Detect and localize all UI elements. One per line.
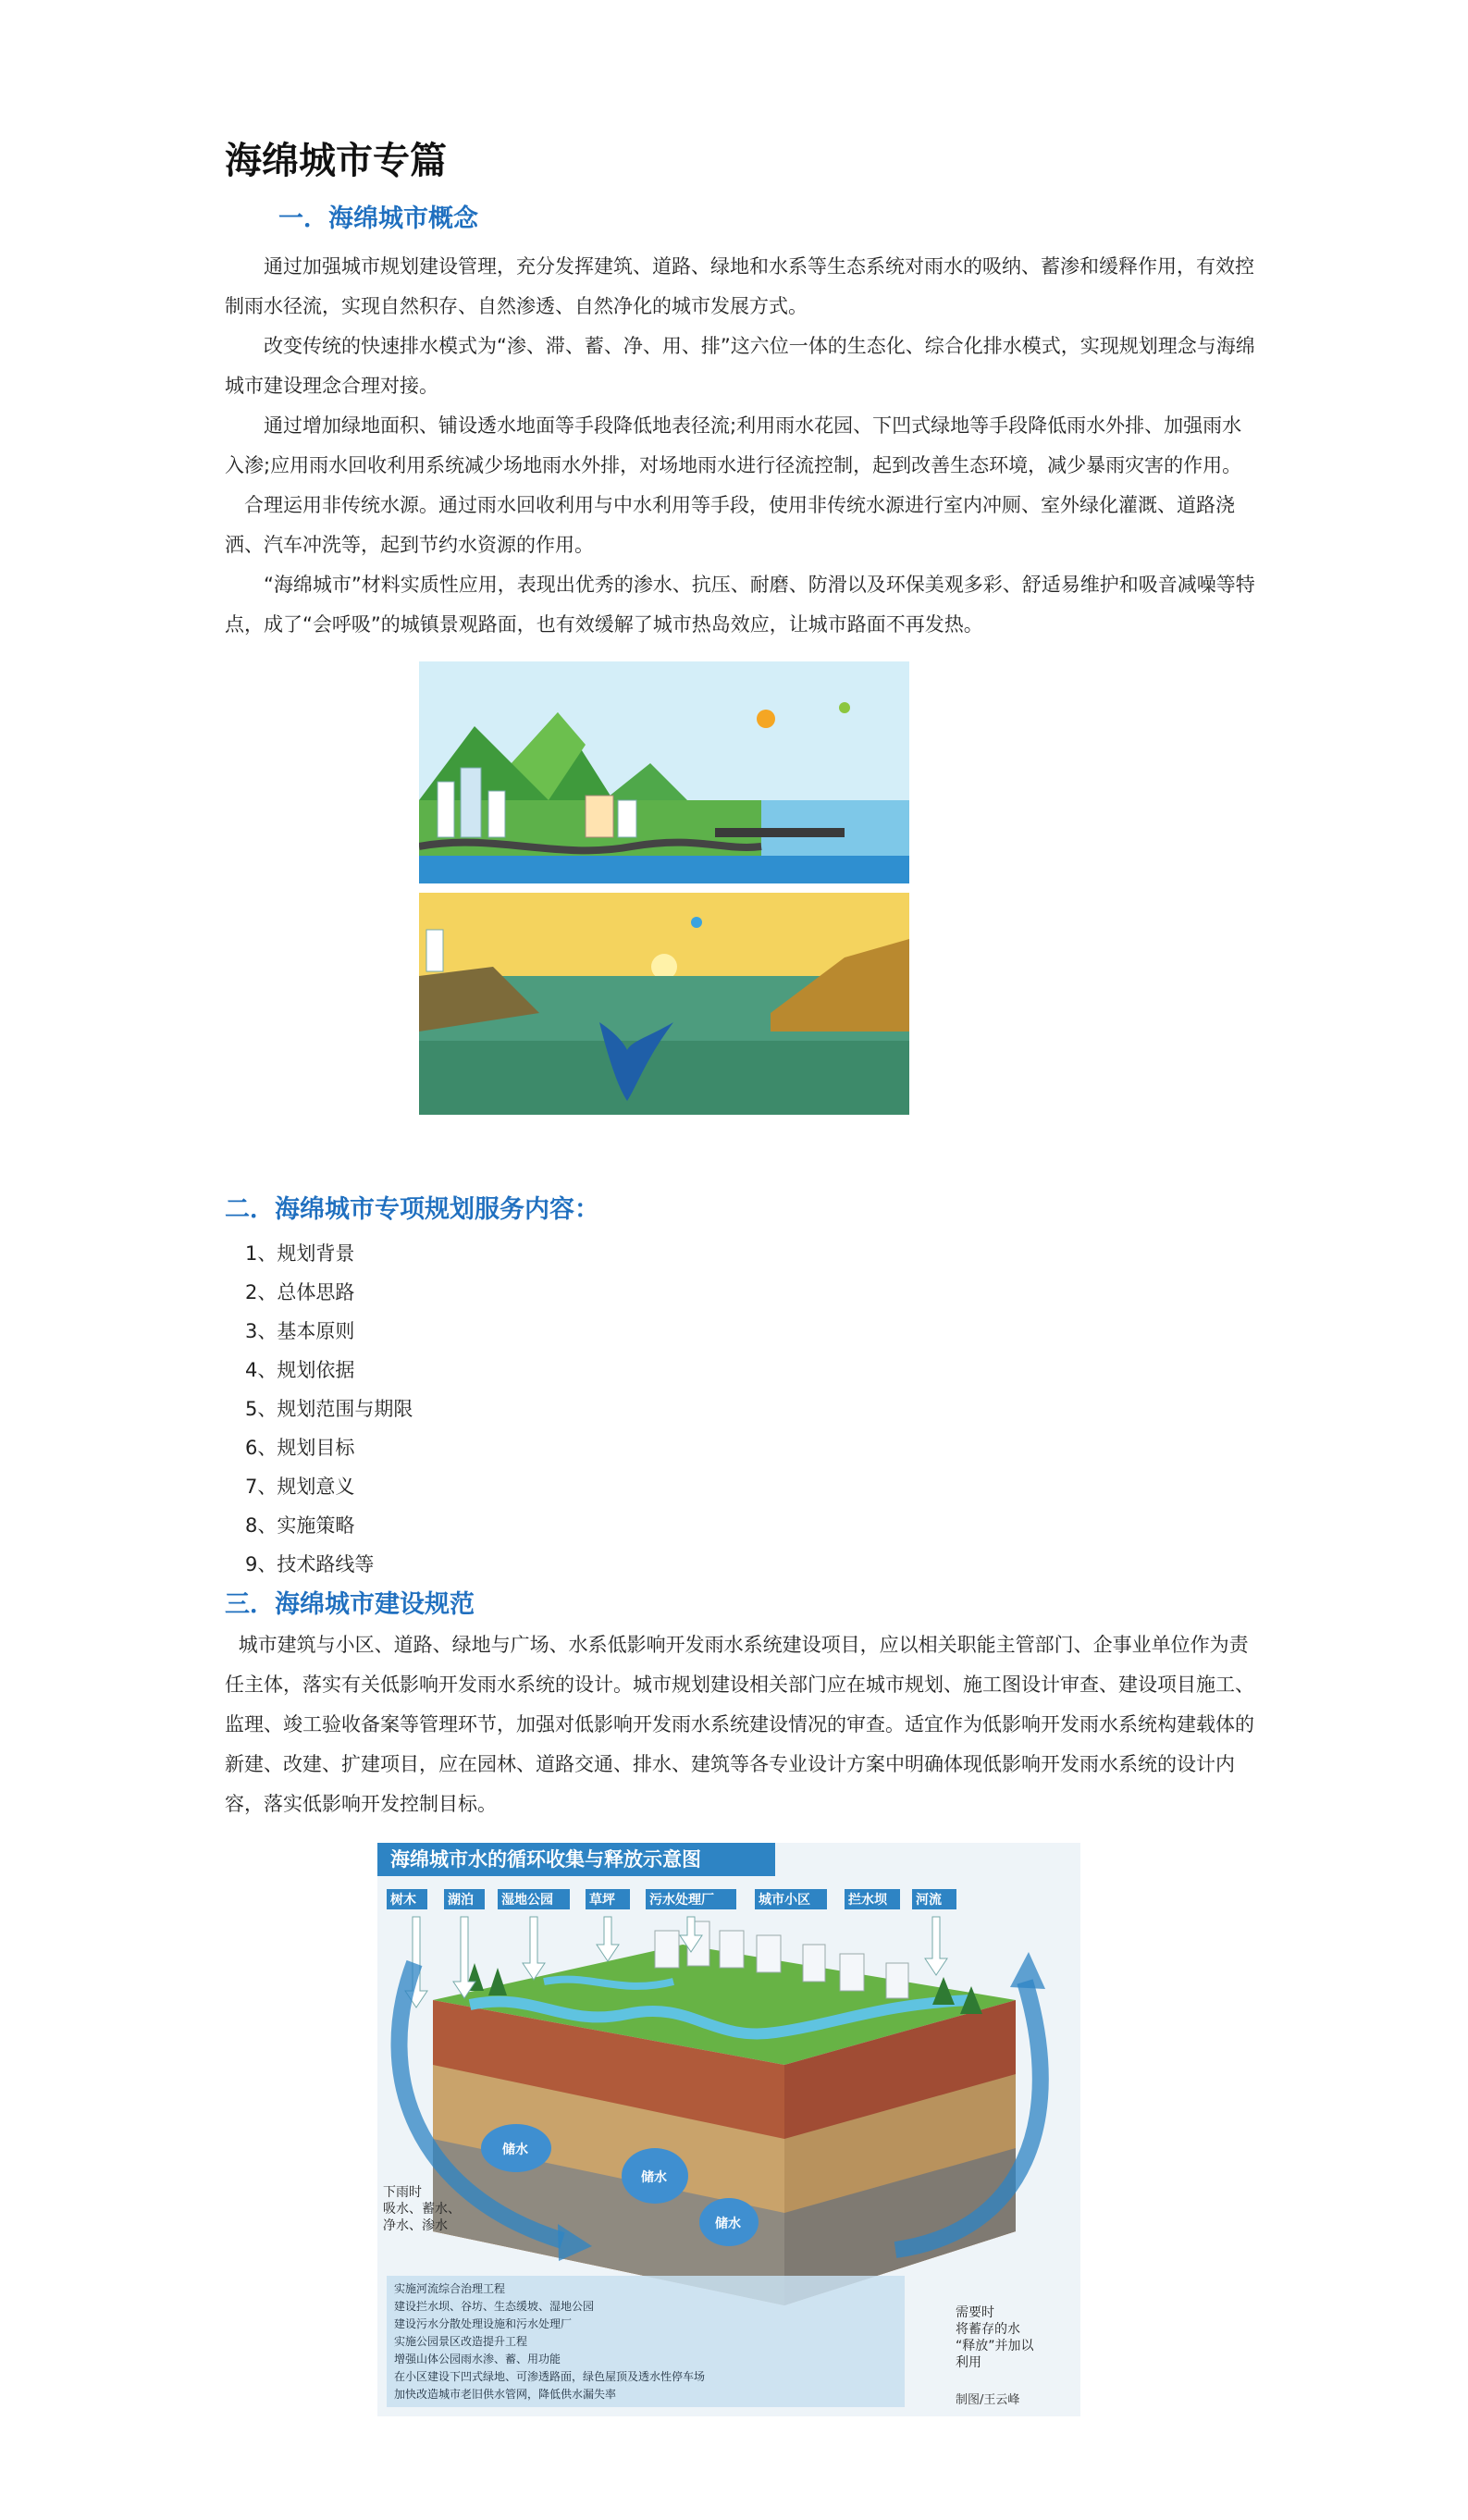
diagram-label: 草坪 (589, 1893, 615, 1908)
release-note-line: “释放”并加以 (956, 2339, 1034, 2353)
concept-paragraph: 合理运用非传统水源。通过雨水回收利用与中水利用等手段，使用非传统水源进行室内冲厕、室外绿化灌溉、道路浇洒、汽车冲洗等，起到节约水资源的作用。 (225, 494, 1235, 556)
diagram-label: 河流 (916, 1893, 942, 1908)
concept-paragraph: 通过加强城市规划建设管理，充分发挥建筑、道路、绿地和水系等生态系统对雨水的吸纳、蓄渗和缓释作用，有效控制雨水径流，实现自然积存、自然渗透、自然净化的城市发展方式。 (225, 255, 1254, 317)
concept-paragraph: 改变传统的快速排水模式为“渗、滞、蓄、净、用、排”这六位一体的生态化、综合化排水模式，实现规划理念与海绵城市建设理念合理对接。 (225, 335, 1255, 397)
list-item: 7、规划意义 (245, 1476, 355, 1498)
diagram-title: 海绵城市水的循环收集与释放示意图 (390, 1848, 701, 1871)
measure-item: 实施河流综合治理工程 (394, 2282, 506, 2295)
water-cycle-diagram (377, 1843, 1080, 2416)
list-item: 9、技术路线等 (245, 1553, 375, 1575)
measure-item: 加快改造城市老旧供水管网，降低供水漏失率 (394, 2388, 617, 2401)
release-note-line: 将蓄存的水 (956, 2322, 1020, 2337)
release-note-line: 需要时 (956, 2305, 994, 2320)
list-item: 4、规划依据 (245, 1359, 355, 1381)
release-note-line: 利用 (956, 2355, 981, 2370)
list-item: 8、实施策略 (245, 1514, 355, 1537)
services-list (225, 1234, 1261, 1584)
measure-item: 在小区建设下凹式绿地、可渗透路面，绿色屋顶及透水性停车场 (394, 2370, 706, 2383)
diagram-label: 拦水坝 (848, 1893, 887, 1908)
storage-label: 储水 (502, 2143, 528, 2157)
list-item: 6、规划目标 (245, 1437, 355, 1459)
storage-label: 储水 (641, 2170, 667, 2185)
document-page (225, 139, 1261, 2416)
standards-paragraph: 城市建筑与小区、道路、绿地与广场、水系低影响开发雨水系统建设项目，应以相关职能主管部门、企事业单位作为责任主体，落实有关低影响开发雨水系统的设计。城市规划建设相关部门应在城市规划、施工图设计审查、建设项目施工、监理、竣工验收备案等管理环节，加强对低影响开发雨水系统建设情况的审查。适宜作为低影响开发雨水系统构建载体的新建、改建、扩建项目，应在园林、道路交通、排水、建筑等各专业设计方案中明确体现低影响开发雨水系统的设计内容，落实低影响开发控制目标。 (225, 1634, 1254, 1815)
concept-paragraph: “海绵城市”材料实质性应用，表现出优秀的渗水、抗压、耐磨、防滑以及环保美观多彩、舒适易维护和吸音减噪等特点，成了“会呼吸”的城镇景观路面，也有效缓解了城市热岛效应，让城市路面不再发热。 (225, 574, 1255, 636)
section-heading-services: 二．海绵城市专项规划服务内容： (225, 1195, 599, 1224)
section-heading-concept: 一．海绵城市概念 (278, 204, 478, 233)
measure-item: 实施公园景区改造提升工程 (394, 2335, 528, 2348)
diagram-label: 湖泊 (448, 1893, 474, 1908)
measure-item: 建设拦水坝、谷坊、生态缓坡、湿地公园 (394, 2300, 595, 2313)
measure-item: 建设污水分散处理设施和污水处理厂 (394, 2317, 573, 2330)
rain-note-line: 净水、渗水 (383, 2218, 448, 2233)
page-title: 海绵城市专篇 (225, 140, 447, 182)
diagram-label: 湿地公园 (501, 1893, 553, 1908)
concept-paragraph: 通过增加绿地面积、铺设透水地面等手段降低地表径流;利用雨水花园、下凹式绿地等手段降低雨水外排、加强雨水入渗;应用雨水回收利用系统减少场地雨水外排，对场地雨水进行径流控制，起到改善生态环境，减少暴雨灾害的作用。 (225, 414, 1242, 476)
diagram-label: 城市小区 (759, 1893, 810, 1908)
rain-note-line: 吸水、蓄水、 (383, 2202, 461, 2217)
diagram-label: 树木 (390, 1893, 416, 1908)
list-item: 1、规划背景 (245, 1242, 355, 1265)
section-heading-standards: 三．海绵城市建设规范 (225, 1590, 475, 1619)
diagram-label: 污水处理厂 (649, 1893, 714, 1908)
storage-label: 储水 (715, 2217, 741, 2231)
list-item: 3、基本原则 (245, 1320, 355, 1342)
measure-item: 增强山体公园雨水渗、蓄、用功能 (394, 2353, 561, 2366)
diagram-credit: 制图/王云峰 (956, 2393, 1020, 2407)
list-item: 5、规划范围与期限 (245, 1398, 413, 1420)
list-item: 2、总体思路 (245, 1281, 355, 1303)
sponge-city-illustration (419, 661, 909, 1115)
rain-note-line: 下雨时 (383, 2185, 422, 2200)
